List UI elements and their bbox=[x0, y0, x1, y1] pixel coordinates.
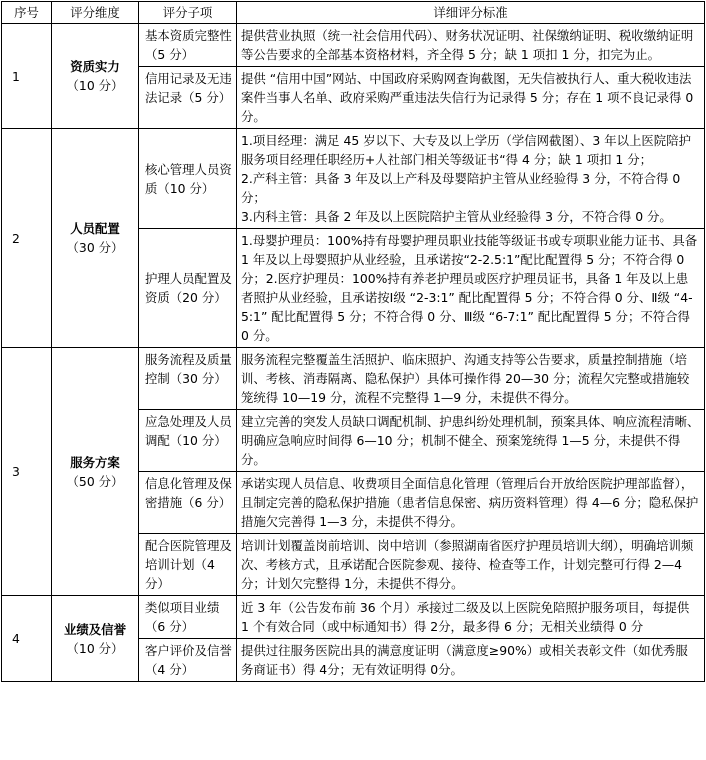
subitem-cell: 应急处理及人员调配（10 分） bbox=[139, 410, 237, 472]
dimension-cell bbox=[52, 24, 139, 129]
standard-cell: 提供营业执照（统一社会信用代码）、财务状况证明、社保缴纳证明、税收缴纳证明等公告要求的全部基本资格材料，齐全得 5 分；缺 1 项扣 1 分，扣完为止。 bbox=[237, 24, 705, 67]
standard-cell: 服务流程完整覆盖生活照护、临床照护、沟通支持等公告要求，质量控制措施（培训、考核、消毒隔离、隐私保护）具体可操作得 20—30 分；流程欠完整或措施较笼统得 10—19 分，流程不完整得 1—9 分，未提供不得分。 bbox=[237, 348, 705, 410]
standard-cell: 培训计划覆盖岗前培训、岗中培训（参照湖南省医疗护理员培训大纲），明确培训频次、考核方式，且承诺配合医院参观、接待、检查等工作，计划完整可行得 2—4 分；计划欠完整得 1分，未提供不得分。 bbox=[237, 534, 705, 596]
header-no: 序号 bbox=[2, 2, 52, 24]
dimension-score: （10 分） bbox=[66, 640, 124, 656]
standard-cell: 承诺实现人员信息、收费项目全面信息化管理（管理后台开放给医院护理部监督），且制定完善的隐私保护措施（患者信息保密、病历资料管理）得 4—6 分；隐私保护措施欠完善得 1—3 分，未提供不得分。 bbox=[237, 472, 705, 534]
dimension-name: 服务方案 bbox=[70, 454, 120, 470]
dimension-cell bbox=[52, 596, 139, 682]
row-number: 3 bbox=[2, 348, 52, 596]
subitem-cell: 基本资质完整性（5 分） bbox=[139, 24, 237, 67]
dimension-name: 人员配置 bbox=[70, 221, 120, 236]
dimension-name: 资质实力 bbox=[70, 59, 120, 74]
row-number: 2 bbox=[2, 129, 52, 348]
scoring-table bbox=[1, 1, 705, 682]
dimension-cell bbox=[52, 348, 139, 596]
subitem-cell: 类似项目业绩（6 分） bbox=[139, 596, 237, 639]
header-subitem: 评分子项 bbox=[139, 2, 237, 24]
header-standard: 详细评分标准 bbox=[237, 2, 705, 24]
subitem-cell: 信息化管理及保密措施（6 分） bbox=[139, 472, 237, 534]
dimension-score: （30 分） bbox=[66, 240, 124, 255]
row-number: 1 bbox=[2, 24, 52, 129]
dimension-score: （50 分） bbox=[66, 473, 124, 489]
standard-cell: 提供过往服务医院出具的满意度证明（满意度≥90%）或相关表彰文件（如优秀服务商证书）得 4分；无有效证明得 0分。 bbox=[237, 639, 705, 682]
standard-cell bbox=[237, 129, 705, 229]
subitem-cell: 核心管理人员资质（10 分） bbox=[139, 129, 237, 229]
subitem-cell: 服务流程及质量控制（30 分） bbox=[139, 348, 237, 410]
standard-cell: 建立完善的突发人员缺口调配机制、护患纠纷处理机制，预案具体、响应流程清晰、明确应急响应时间得 6—10 分；机制不健全、预案笼统得 1—5 分，未提供不得分。 bbox=[237, 410, 705, 472]
dimension-cell bbox=[52, 129, 139, 348]
table-row bbox=[2, 129, 705, 229]
standard-cell: 1.母婴护理员：100%持有母婴护理员职业技能等级证书或专项职业能力证书、具备 1 年及以上母婴照护从业经验，且承诺按“2-2.5:1”配比配置得 5 分；不符合得 0 分；2.医疗护理员：100%持有养老护理员或医疗护理员证书，具备 1 年及以上患者照护从业经验，且承诺按Ⅰ级 “2-3:1” 配比配置得 5 分；不符合得 0 分、Ⅱ级 “4-5:1” 配比配置得 5 分；不符合得 0 分、Ⅲ级 “6-7:1” 配比配置得 5 分；不符合得 0 分。 bbox=[237, 229, 705, 348]
standard-line: 3.内科主管：具备 2 年及以上医院陪护主管从业经验得 3 分，不符合得 0 分。 bbox=[241, 209, 672, 224]
subitem-cell: 护理人员配置及资质（20 分） bbox=[139, 229, 237, 348]
table-row bbox=[2, 348, 705, 410]
subitem-cell: 配合医院管理及培训计划（4 分） bbox=[139, 534, 237, 596]
standard-cell: 提供 “信用中国”网站、中国政府采购网查询截图，无失信被执行人、重大税收违法案件当事人名单、政府采购严重违法失信行为记录得 5 分；存在 1 项不良记录得 0 分。 bbox=[237, 67, 705, 129]
standard-line: 2.产科主管：具备 3 年及以上产科及母婴陪护主管从业经验得 3 分，不符合得 0 分； bbox=[241, 171, 681, 205]
table-header-row bbox=[2, 2, 705, 24]
table-row bbox=[2, 24, 705, 67]
standard-line: 1.项目经理：满足 45 岁以下、大专及以上学历（学信网截图）、3 年以上医院陪护服务项目经理任职经历+人社部门相关等级证书“得 4 分；缺 1 项扣 1 分； bbox=[241, 133, 691, 167]
table-row bbox=[2, 596, 705, 639]
header-dimension: 评分维度 bbox=[52, 2, 139, 24]
dimension-name: 业绩及信誉 bbox=[64, 621, 126, 637]
standard-cell: 近 3 年（公告发布前 36 个月）承接过二级及以上医院免陪照护服务项目，每提供 1 个有效合同（或中标通知书）得 2分，最多得 6 分；无相关业绩得 0 分 bbox=[237, 596, 705, 639]
subitem-cell: 信用记录及无违法记录（5 分） bbox=[139, 67, 237, 129]
subitem-cell: 客户评价及信誉（4 分） bbox=[139, 639, 237, 682]
row-number: 4 bbox=[2, 596, 52, 682]
dimension-score: （10 分） bbox=[66, 78, 124, 93]
